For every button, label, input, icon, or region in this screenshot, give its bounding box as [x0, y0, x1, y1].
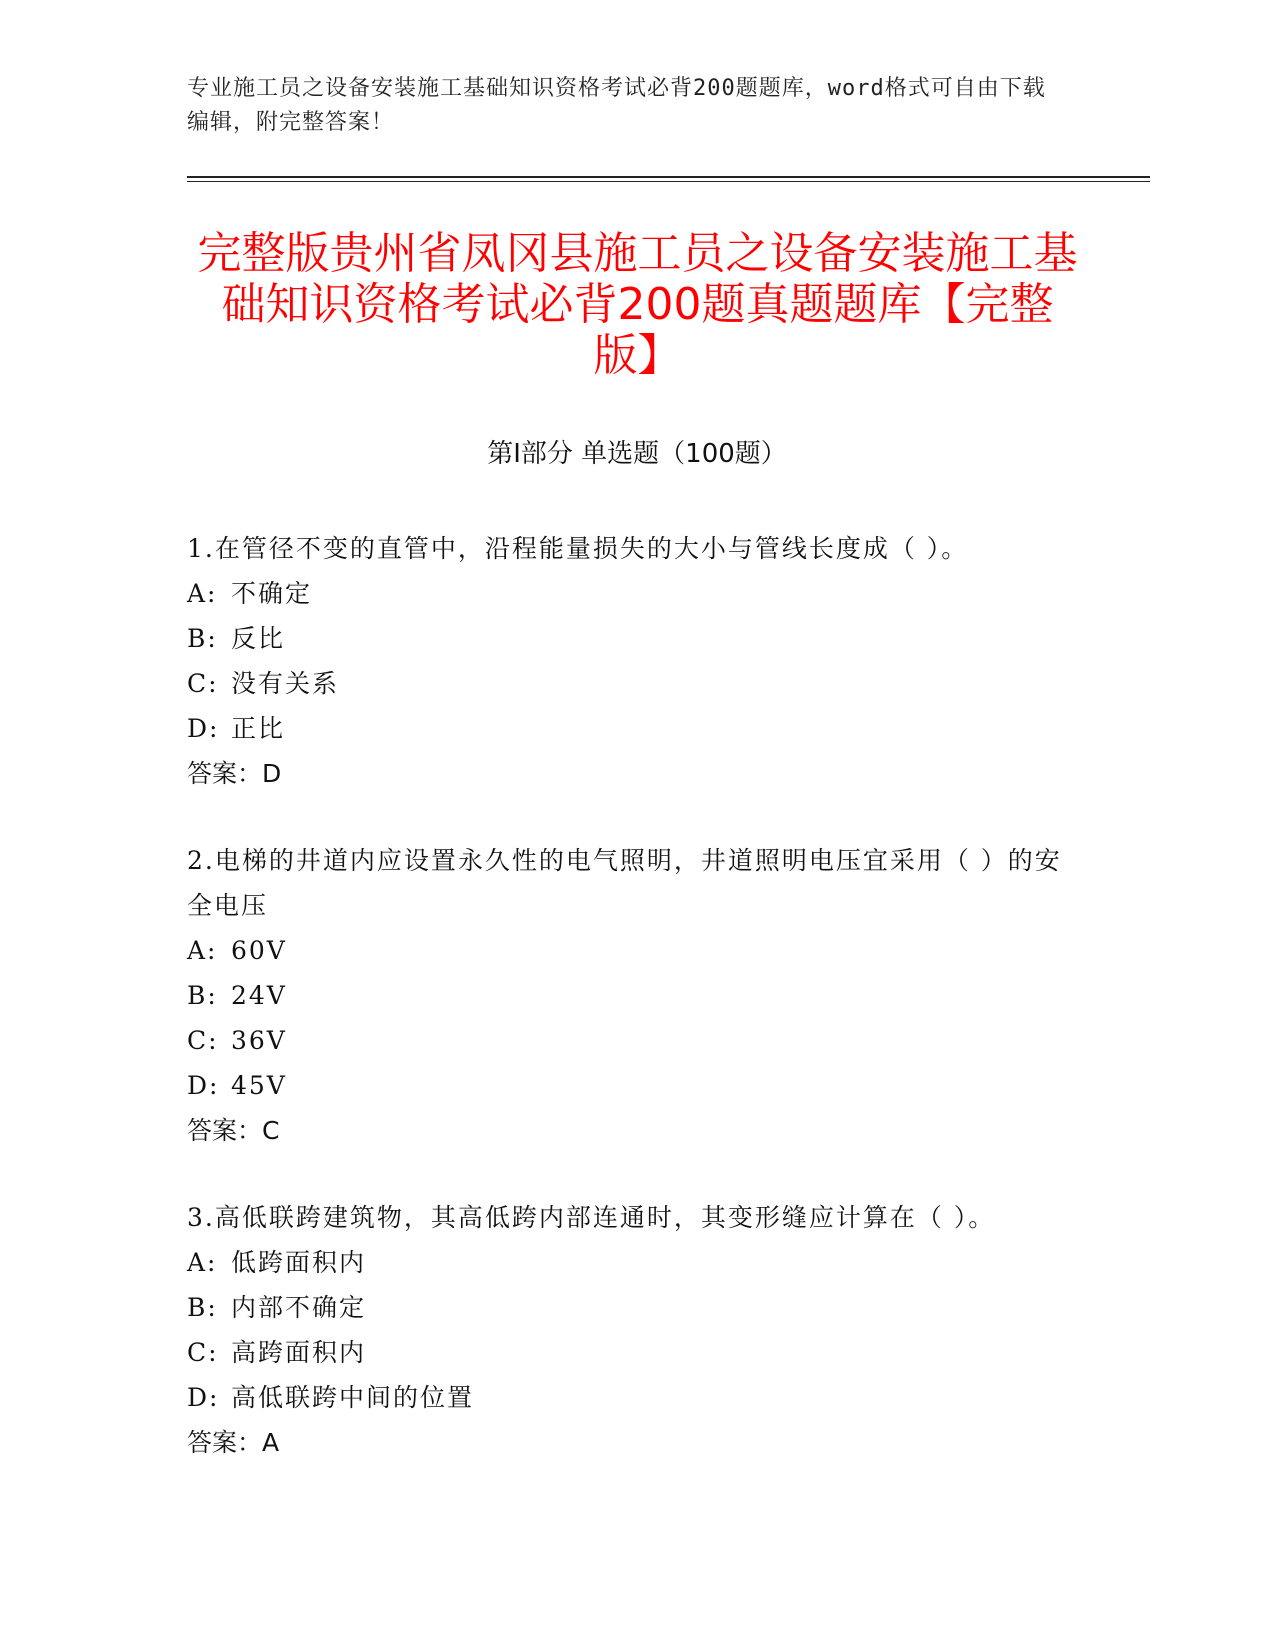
- option-a: [187, 928, 1067, 973]
- question-2: [187, 838, 1067, 1153]
- answer-line: 答案：D: [187, 759, 282, 788]
- option-a: [187, 571, 1067, 616]
- option-text: 24V: [231, 981, 287, 1010]
- option-b: [187, 973, 1067, 1018]
- option-text: 没有关系: [231, 669, 340, 698]
- question-stem: 3.高低联跨建筑物，其高低跨内部连通时，其变形缝应计算在（ ）。: [187, 1203, 996, 1232]
- option-c: [187, 661, 1067, 706]
- option-key: A:: [187, 936, 218, 965]
- question-list: [187, 526, 1067, 1507]
- option-text: 高低联跨中间的位置: [231, 1383, 475, 1412]
- option-d: [187, 1063, 1067, 1108]
- option-b: [187, 1285, 1067, 1330]
- option-key: D:: [187, 714, 220, 743]
- option-d: [187, 1375, 1067, 1420]
- answer-line: 答案：C: [187, 1116, 280, 1145]
- option-key: B:: [187, 624, 218, 653]
- option-c: [187, 1330, 1067, 1375]
- option-text: 低跨面积内: [231, 1248, 367, 1277]
- option-text: 45V: [231, 1071, 287, 1100]
- question-3: [187, 1195, 1067, 1465]
- header-note: 专业施工员之设备安装施工基础知识资格考试必背200题题库，word格式可自由下载编辑，附完整答案！: [187, 76, 1046, 135]
- option-text: 内部不确定: [231, 1293, 367, 1322]
- option-d: [187, 706, 1067, 751]
- option-list: [187, 928, 1067, 1108]
- header-divider-thin: [187, 181, 1150, 182]
- section-title: 第Ⅰ部分 单选题（100题）: [487, 439, 787, 469]
- option-key: C:: [187, 1026, 219, 1055]
- option-text: 反比: [231, 624, 286, 653]
- option-key: C:: [187, 1338, 219, 1367]
- option-a: [187, 1240, 1067, 1285]
- option-list: [187, 1240, 1067, 1420]
- answer-line: 答案：A: [187, 1428, 280, 1457]
- option-text: 正比: [231, 714, 286, 743]
- option-key: D:: [187, 1383, 220, 1412]
- option-b: [187, 616, 1067, 661]
- option-key: B:: [187, 981, 218, 1010]
- option-key: B:: [187, 1293, 218, 1322]
- option-key: A:: [187, 1248, 218, 1277]
- option-key: C:: [187, 669, 219, 698]
- question-1: [187, 526, 1067, 796]
- option-list: [187, 571, 1067, 751]
- document-title: 完整版贵州省凤冈县施工员之设备安装施工基础知识资格考试必背200题真题题库【完整版】: [197, 228, 1078, 381]
- option-c: [187, 1018, 1067, 1063]
- option-text: 不确定: [231, 579, 313, 608]
- header-divider-thick: [187, 176, 1150, 178]
- question-stem: 1.在管径不变的直管中，沿程能量损失的大小与管线长度成（ ）。: [187, 534, 969, 563]
- option-key: A:: [187, 579, 218, 608]
- option-text: 36V: [231, 1026, 287, 1055]
- question-stem: 2.电梯的井道内应设置永久性的电气照明，井道照明电压宜采用（ ）的安全电压: [187, 846, 1062, 920]
- option-text: 60V: [231, 936, 287, 965]
- option-key: D:: [187, 1071, 220, 1100]
- option-text: 高跨面积内: [231, 1338, 367, 1367]
